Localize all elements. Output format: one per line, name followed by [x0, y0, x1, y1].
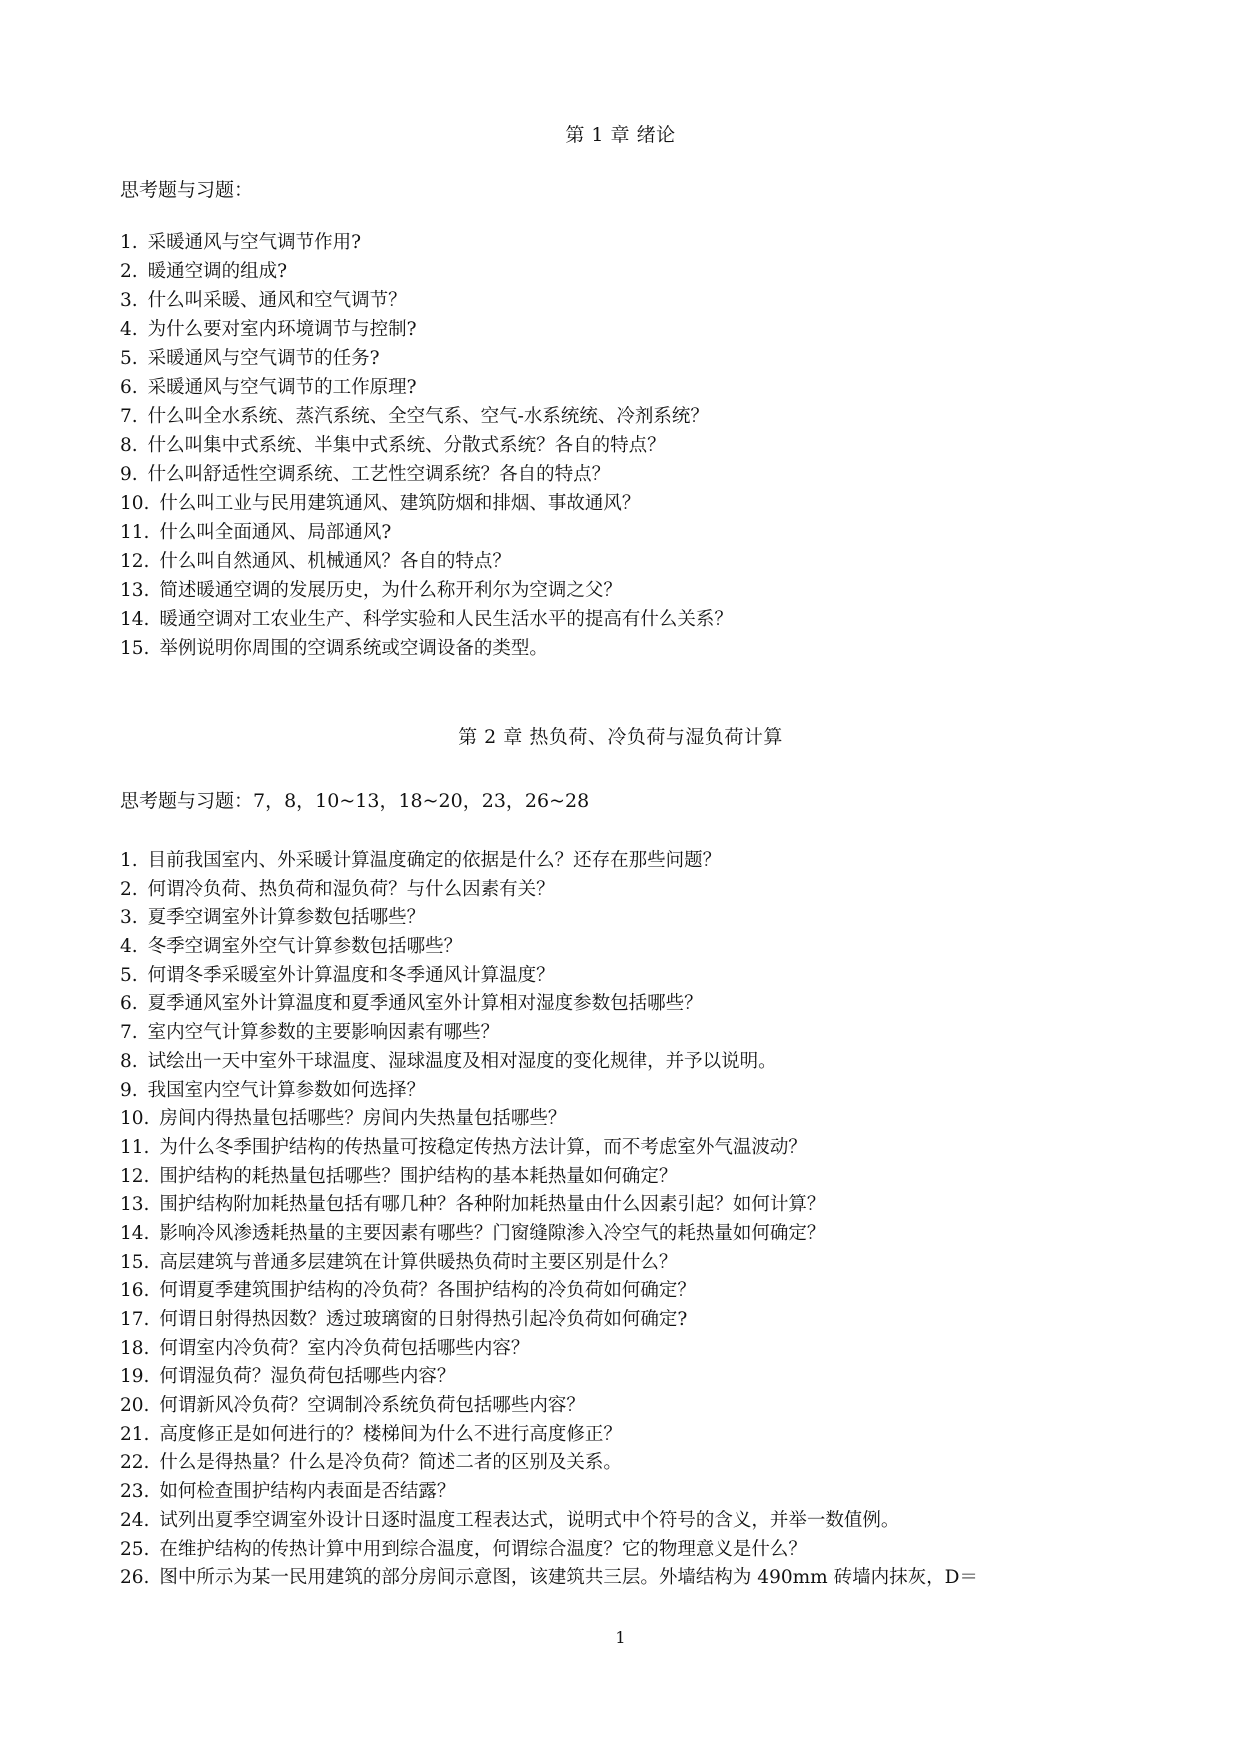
list-item [120, 1335, 978, 1364]
chapter-2-question-list [120, 847, 978, 1593]
question-text: 图中所示为某一民用建筑的部分房间示意图，该建筑共三层。外墙结构为 490mm 砖墙内抹灰，D＝ [159, 1567, 978, 1589]
question-number: 4. [120, 319, 138, 340]
question-text: 围护结构的耗热量包括哪些？围护结构的基本耗热量如何确定？ [159, 1165, 678, 1187]
question-number: 8. [120, 1050, 138, 1072]
question-number: 17. [120, 1309, 150, 1330]
question-text: 高层建筑与普通多层建筑在计算供暖热负荷时主要区别是什么？ [159, 1251, 678, 1273]
question-text: 什么叫全水系统、蒸汽系统、全空气系、空气-水系统统、冷剂系统？ [147, 406, 709, 427]
question-text: 何谓冬季采暖室外计算温度和冬季通风计算温度？ [147, 964, 555, 986]
list-item [120, 460, 733, 489]
question-number: 2. [120, 878, 138, 900]
list-item [120, 1478, 978, 1507]
question-text: 什么叫全面通风、局部通风? [159, 522, 392, 543]
list-item [120, 1536, 978, 1565]
question-number: 13. [120, 1194, 150, 1216]
list-item [120, 1564, 978, 1593]
question-number: 2. [120, 261, 138, 282]
question-number: 21. [120, 1423, 150, 1445]
question-number: 14. [120, 1222, 150, 1244]
question-number: 13. [120, 580, 150, 601]
question-number: 3. [120, 907, 138, 929]
question-number: 24. [120, 1509, 150, 1531]
question-text: 何谓新风冷负荷？空调制冷系统负荷包括哪些内容？ [159, 1395, 585, 1417]
question-number: 9. [120, 464, 138, 485]
list-item [120, 373, 733, 402]
question-text: 采暖通风与空气调节作用? [147, 232, 362, 253]
list-item [120, 605, 733, 634]
question-text: 何谓室内冷负荷？室内冷负荷包括哪些内容？ [159, 1337, 530, 1359]
list-item [120, 962, 978, 991]
question-number: 26. [120, 1567, 150, 1589]
question-number: 8. [120, 435, 138, 456]
list-item [120, 1306, 978, 1335]
list-item [120, 933, 978, 962]
question-text: 何谓冷负荷、热负荷和湿负荷？与什么因素有关？ [147, 878, 555, 900]
list-item [120, 228, 733, 257]
list-item [120, 1191, 978, 1220]
question-number: 12. [120, 1165, 150, 1187]
question-text: 什么是得热量？什么是冷负荷？简述二者的区别及关系。 [159, 1452, 622, 1474]
question-number: 15. [120, 638, 150, 659]
question-text: 试绘出一天中室外干球温度、湿球温度及相对湿度的变化规律，并予以说明。 [147, 1050, 777, 1072]
question-text: 为什么要对室内环境调节与控制? [147, 319, 417, 340]
question-text: 暖通空调的组成? [147, 261, 288, 282]
chapter-1-subheading: 思考题与习题： [120, 179, 254, 201]
list-item [120, 1077, 978, 1106]
question-text: 影响冷风渗透耗热量的主要因素有哪些？门窗缝隙渗入冷空气的耗热量如何确定？ [159, 1222, 826, 1244]
question-text: 何谓湿负荷？湿负荷包括哪些内容？ [159, 1366, 456, 1388]
list-item [120, 344, 733, 373]
question-text: 夏季通风室外计算温度和夏季通风室外计算相对湿度参数包括哪些？ [147, 993, 703, 1015]
question-text: 夏季空调室外计算参数包括哪些？ [147, 907, 426, 929]
question-text: 围护结构附加耗热量包括有哪几种？各种附加耗热量由什么因素引起？如何计算？ [159, 1194, 826, 1216]
question-text: 举例说明你周围的空调系统或空调设备的类型。 [159, 638, 548, 659]
question-number: 16. [120, 1280, 150, 1302]
question-text: 什么叫自然通风、机械通风？各自的特点？ [159, 551, 511, 572]
question-number: 10. [120, 493, 150, 514]
list-item [120, 990, 978, 1019]
page-number: 1 [615, 1628, 626, 1647]
question-number: 9. [120, 1079, 138, 1101]
question-number: 11. [120, 1136, 150, 1158]
question-number: 3. [120, 290, 138, 311]
question-number: 25. [120, 1538, 150, 1560]
list-item [120, 876, 978, 905]
question-text: 如何检查围护结构内表面是否结露？ [159, 1481, 456, 1503]
list-item [120, 1249, 978, 1278]
question-number: 1. [120, 850, 138, 871]
list-item [120, 1019, 978, 1048]
list-item [120, 315, 733, 344]
question-text: 为什么冬季围护结构的传热量可按稳定传热方法计算，而不考虑室外气温波动？ [159, 1136, 807, 1158]
question-text: 何谓夏季建筑围护结构的冷负荷？各围护结构的冷负荷如何确定？ [159, 1280, 696, 1302]
list-item [120, 1277, 978, 1306]
question-text: 采暖通风与空气调节的工作原理? [147, 377, 417, 398]
list-item [120, 1449, 978, 1478]
list-item [120, 547, 733, 576]
question-text: 什么叫采暖、通风和空气调节？ [147, 290, 407, 311]
question-number: 5. [120, 964, 138, 986]
question-text: 什么叫舒适性空调系统、工艺性空调系统？各自的特点？ [147, 464, 611, 485]
question-number: 22. [120, 1452, 150, 1474]
question-text: 目前我国室内、外采暖计算温度确定的依据是什么？还存在那些问题？ [147, 850, 722, 871]
question-text: 房间内得热量包括哪些？房间内失热量包括哪些？ [159, 1108, 567, 1130]
question-number: 1. [120, 232, 138, 253]
question-text: 何谓日射得热因数？透过玻璃窗的日射得热引起冷负荷如何确定? [159, 1309, 688, 1330]
list-item [120, 489, 733, 518]
list-item [120, 576, 733, 605]
list-item [120, 257, 733, 286]
list-item [120, 1048, 978, 1077]
list-item [120, 1105, 978, 1134]
list-item [120, 1134, 978, 1163]
question-number: 18. [120, 1337, 150, 1359]
question-number: 15. [120, 1251, 150, 1273]
question-number: 5. [120, 348, 138, 369]
chapter-2-subheading: 思考题与习题：7，8，10~13，18~20，23，26~28 [120, 790, 590, 812]
question-text: 什么叫工业与民用建筑通风、建筑防烟和排烟、事故通风？ [159, 493, 641, 514]
list-item [120, 518, 733, 547]
question-text: 室内空气计算参数的主要影响因素有哪些？ [147, 1022, 500, 1044]
question-text: 高度修正是如何进行的？楼梯间为什么不进行高度修正？ [159, 1423, 622, 1445]
question-number: 6. [120, 993, 138, 1015]
list-item [120, 1507, 978, 1536]
list-item [120, 1220, 978, 1249]
list-item [120, 847, 978, 876]
chapter-2-title: 第 2 章 热负荷、冷负荷与湿负荷计算 [458, 726, 783, 748]
question-text: 冬季空调室外空气计算参数包括哪些？ [147, 936, 463, 958]
list-item [120, 286, 733, 315]
list-item [120, 1363, 978, 1392]
list-item [120, 1163, 978, 1192]
question-number: 10. [120, 1108, 150, 1130]
list-item [120, 1421, 978, 1450]
question-text: 我国室内空气计算参数如何选择？ [147, 1079, 426, 1101]
question-number: 7. [120, 406, 138, 427]
question-number: 14. [120, 609, 150, 630]
question-number: 7. [120, 1022, 138, 1044]
question-number: 19. [120, 1366, 150, 1388]
list-item [120, 634, 733, 663]
question-number: 12. [120, 551, 150, 572]
question-text: 暖通空调对工农业生产、科学实验和人民生活水平的提高有什么关系？ [159, 609, 733, 630]
question-text: 在维护结构的传热计算中用到综合温度，何谓综合温度？它的物理意义是什么？ [159, 1538, 807, 1560]
question-text: 采暖通风与空气调节的任务? [147, 348, 380, 369]
list-item [120, 431, 733, 460]
list-item [120, 1392, 978, 1421]
chapter-1-question-list [120, 228, 733, 663]
question-number: 4. [120, 936, 138, 958]
question-number: 23. [120, 1481, 150, 1503]
question-number: 11. [120, 522, 150, 543]
question-number: 6. [120, 377, 138, 398]
question-text: 试列出夏季空调室外设计日逐时温度工程表达式，说明式中个符号的含义，并举一数值例。 [159, 1509, 900, 1531]
chapter-1-title: 第 1 章 绪论 [565, 124, 676, 146]
list-item [120, 402, 733, 431]
question-text: 简述暖通空调的发展历史，为什么称开利尔为空调之父？ [159, 580, 622, 601]
question-number: 20. [120, 1395, 150, 1417]
list-item [120, 904, 978, 933]
question-text: 什么叫集中式系统、半集中式系统、分散式系统？各自的特点？ [147, 435, 666, 456]
